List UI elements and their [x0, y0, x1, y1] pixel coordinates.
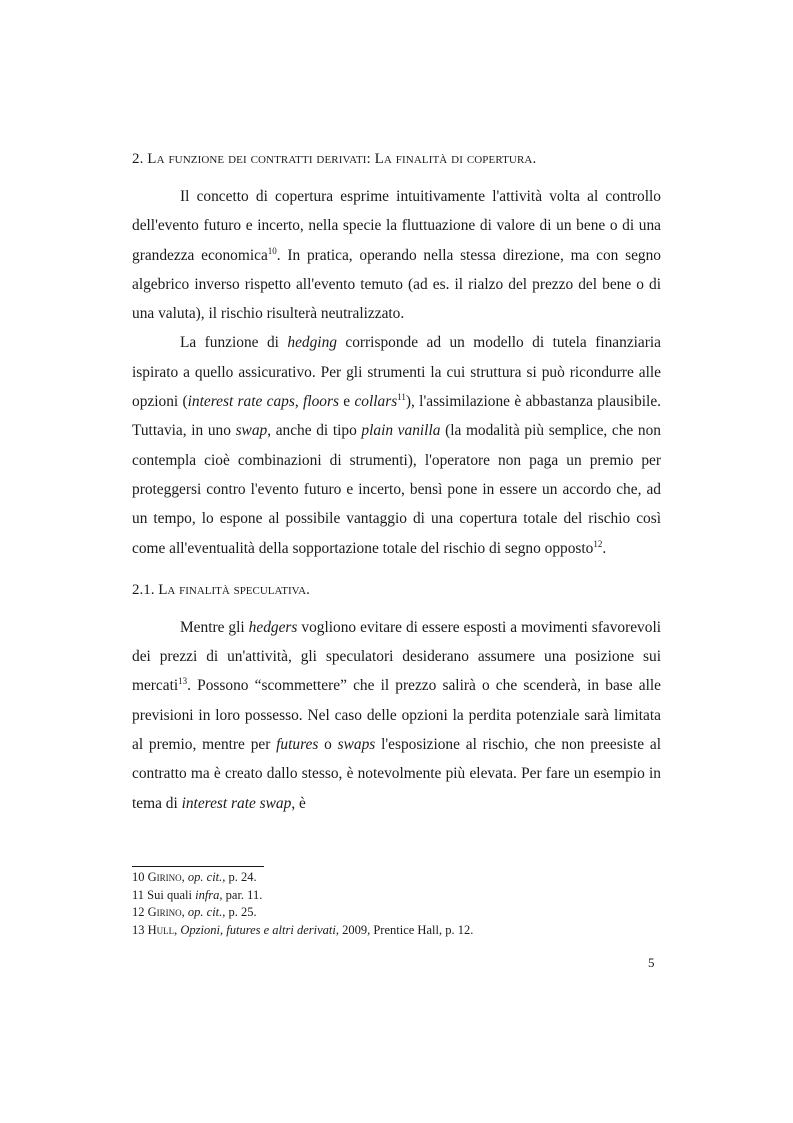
- footnote-ref[interactable]: 13: [178, 676, 188, 687]
- footnote-ref[interactable]: 12: [593, 538, 603, 549]
- page-number: 5: [648, 955, 655, 970]
- paragraph: Mentre gli hedgers vogliono evitare di essere esposti a movimenti sfavorevoli dei prezzi di un'attività, gli speculatori desiderano assumere una posizione sui mercati$^{13}$. Possono “scommettere” che il prezzo salirà o che scenderà, in base alle previsioni in loro possesso. Nel caso delle opzioni la perdita potenziale sarà limitata al premio, mentre per futures o swaps l'esposizione al rischio, che non preesiste al contratto ma è creato dallo stesso, è notevolmente più elevata. Per fare un esempio in tema di interest rate swap, è: [132, 618, 662, 812]
- document-body: [132, 148, 661, 818]
- footnote: 11 Sui quali infra, par. 11.: [132, 887, 263, 902]
- footnote: 12 Girino, op. cit., p. 25.: [132, 905, 257, 919]
- footnote-ref[interactable]: 11: [397, 391, 406, 402]
- section-heading: 2. La funzione dei contratti derivati: La finalità di copertura.: [132, 151, 537, 167]
- footnotes: [132, 869, 661, 939]
- footnote: 13 Hull, Opzioni, futures e altri derivati, 2009, Prentice Hall, p. 12.: [132, 922, 474, 937]
- paragraph: La funzione di hedging corrisponde ad un modello di tutela finanziaria ispirato a quello assicurativo. Per gli strumenti la cui struttura si può ricondurre alle opzioni (interest rate caps, floors e collars$^{11}$), l'assimilazione è abbastanza plausibile. Tuttavia, in uno swap, anche di tipo plain vanilla (la modalità più semplice, che non contempla cioè combinazioni di strumenti), l'operatore non paga un premio per proteggersi contro l'evento futuro e incerto, bensì pone in essere un accordo che, ad un tempo, lo espone al possibile vantaggio di una copertura totale del rischio così come all'eventualità della sopportazione totale del rischio di segno opposto$^{12}$.: [132, 334, 661, 557]
- paragraph: Il concetto di copertura esprime intuitivamente l'attività volta al controllo dell'evento futuro e incerto, nella specie la fluttuazione di valore di un bene o di una grandezza economica$^{10}$. In pratica, operando nella stessa direzione, ma con segno algebrico inverso rispetto all'evento temuto (ad es. il rialzo del prezzo del bene o di una valuta), il rischio risulterà neutralizzato.: [132, 188, 661, 323]
- footnote: 10 Girino, op. cit., p. 24.: [132, 870, 257, 884]
- footnote-ref[interactable]: 10: [267, 245, 277, 256]
- subsection-heading: 2.1. La finalità speculativa.: [132, 581, 310, 598]
- footnote-separator: [132, 866, 264, 867]
